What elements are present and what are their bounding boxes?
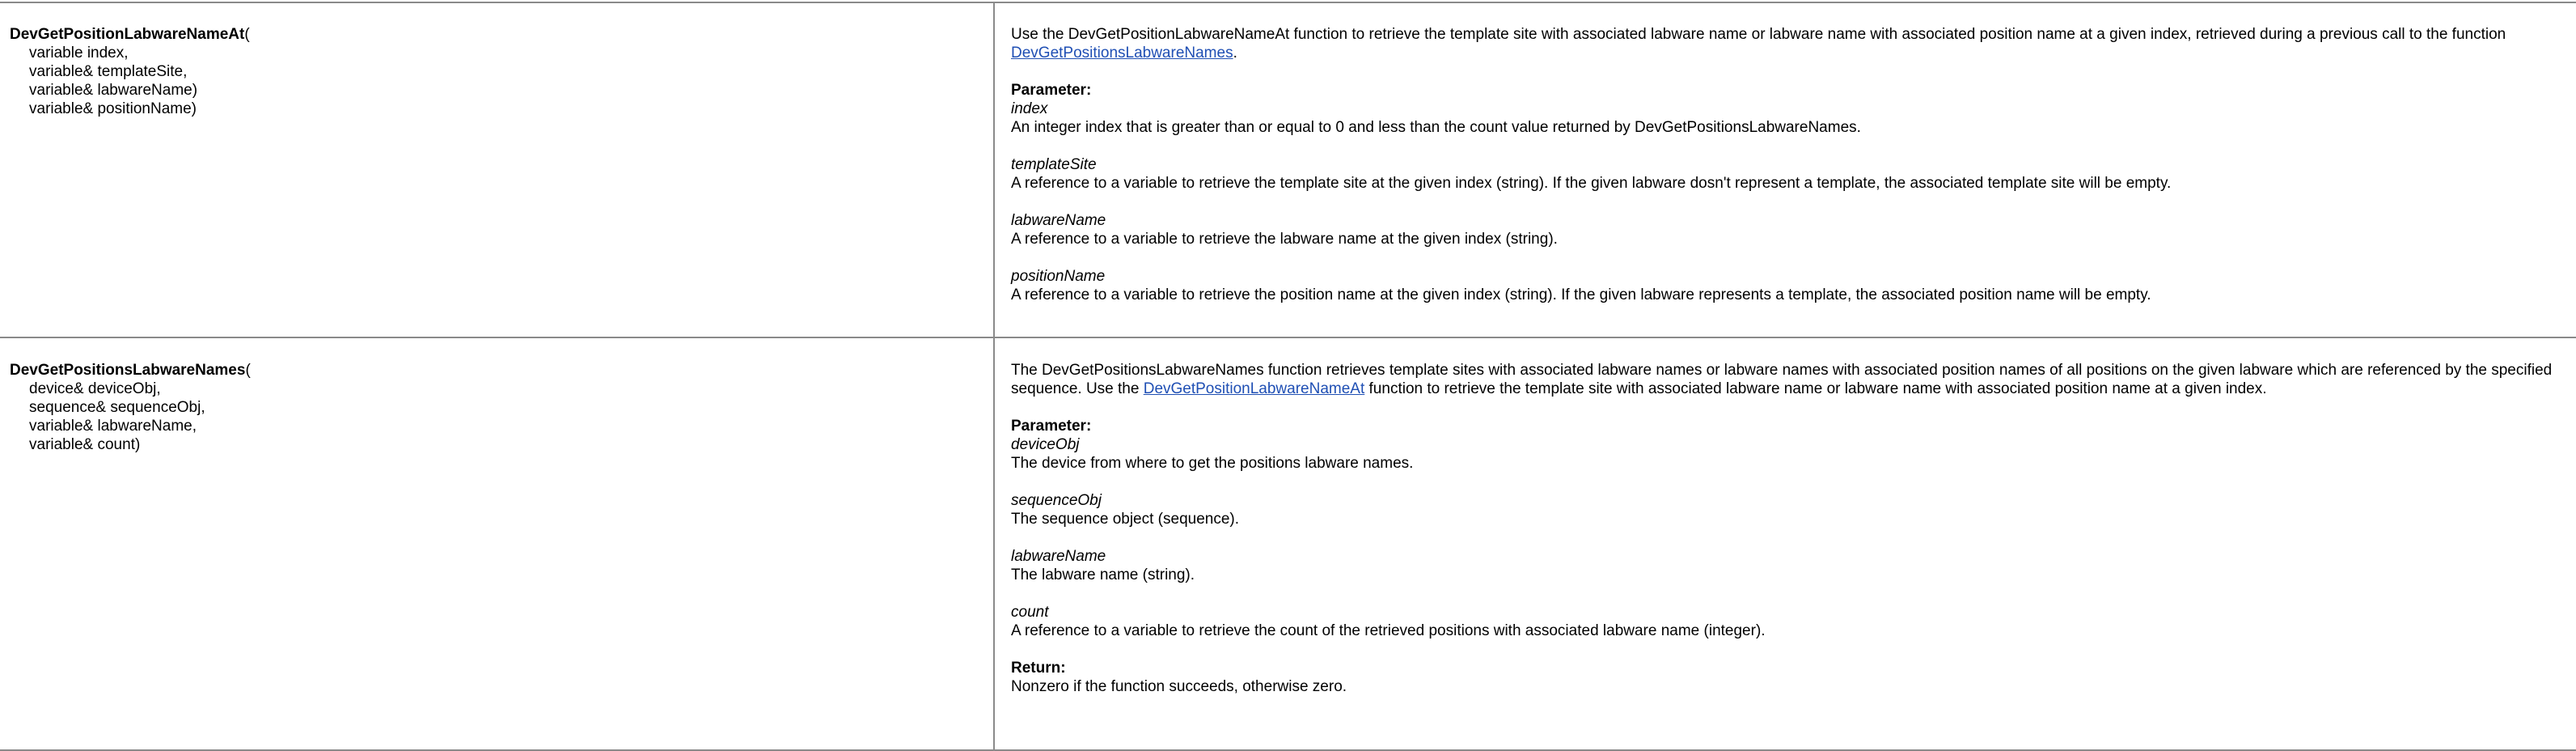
parameter-description: The sequence object (sequence). (1011, 511, 1240, 528)
parameter-block (1011, 435, 2560, 473)
function-reference-table (0, 2, 2576, 751)
table-row (0, 337, 2576, 750)
description-text: The DevGetPositionsLabwareNames function retrieves template sites with associated labware names or labware names with associated position names of all positions on the given labware which are referenced by the specified sequence. Use the (1011, 362, 2553, 397)
parameter-name: sequenceObj (1011, 492, 1102, 509)
function-link[interactable]: DevGetPositionsLabwareNames (1011, 45, 1233, 62)
signature-param: variable index, (29, 45, 129, 62)
parameter-block (1011, 267, 2560, 304)
parameter-name: labwareName (1011, 212, 1106, 229)
parameter-heading: Parameter: (1011, 418, 1092, 435)
parameter-description: A reference to a variable to retrieve the position name at the given index (string). If the given labware represents a template, the associated position name will be empty. (1011, 286, 2151, 303)
signature-param: device& deviceObj, (29, 380, 161, 397)
parameter-description: A reference to a variable to retrieve the labware name at the given index (string). (1011, 231, 1558, 248)
function-link[interactable]: DevGetPositionLabwareNameAt (1143, 380, 1365, 397)
parameter-name: templateSite (1011, 156, 1097, 173)
open-paren: ( (245, 362, 251, 379)
return-description: Nonzero if the function succeeds, otherwise zero. (1011, 678, 1347, 695)
signature-param: variable& labwareName, (29, 418, 197, 435)
parameter-description: The labware name (string). (1011, 566, 1195, 583)
parameter-name: labwareName (1011, 548, 1106, 565)
return-heading: Return: (1011, 660, 1066, 677)
signature-cell (0, 337, 994, 750)
parameter-block (1011, 547, 2560, 584)
function-description (1011, 25, 2560, 62)
function-name: DevGetPositionsLabwareNames (10, 362, 246, 379)
parameter-name: count (1011, 604, 1049, 621)
parameter-description: A reference to a variable to retrieve the count of the retrieved positions with associated labware name (integer). (1011, 622, 1766, 639)
function-signature (10, 361, 985, 454)
parameter-block (1011, 491, 2560, 528)
description-cell (994, 2, 2576, 337)
signature-param: variable& templateSite, (29, 63, 188, 80)
parameter-block (1011, 211, 2560, 248)
parameter-block (1011, 603, 2560, 640)
parameter-description: A reference to a variable to retrieve the template site at the given index (string). If the given labware dosn't represent a template, the associated template site will be empty. (1011, 175, 2172, 192)
parameter-block (1011, 100, 2560, 137)
open-paren: ( (244, 26, 250, 43)
signature-cell (0, 2, 994, 337)
signature-param: variable& positionName) (29, 100, 197, 117)
table-row (0, 2, 2576, 337)
parameter-heading: Parameter: (1011, 82, 1092, 99)
description-cell (994, 337, 2576, 750)
function-name: DevGetPositionLabwareNameAt (10, 26, 245, 43)
parameter-name: deviceObj (1011, 436, 1080, 453)
signature-param: sequence& sequenceObj, (29, 399, 205, 416)
function-signature (10, 25, 985, 118)
parameter-description: An integer index that is greater than or equal to 0 and less than the count value returned by DevGetPositionsLabwareNames. (1011, 119, 1861, 136)
description-text: Use the DevGetPositionLabwareNameAt function to retrieve the template site with associated labware name or labware name with associated position name at a given index, retrieved during a previous call to the function (1011, 26, 2506, 43)
signature-param: variable& count) (29, 436, 141, 453)
signature-param: variable& labwareName) (29, 82, 198, 99)
description-text: function to retrieve the template site with associated labware name or labware name with associated position name at a given index. (1364, 380, 2267, 397)
parameter-name: index (1011, 100, 1048, 117)
parameter-name: positionName (1011, 268, 1106, 285)
parameter-block (1011, 155, 2560, 193)
function-description (1011, 361, 2560, 398)
parameter-description: The device from where to get the positions labware names. (1011, 455, 1414, 472)
description-text: . (1233, 45, 1237, 62)
